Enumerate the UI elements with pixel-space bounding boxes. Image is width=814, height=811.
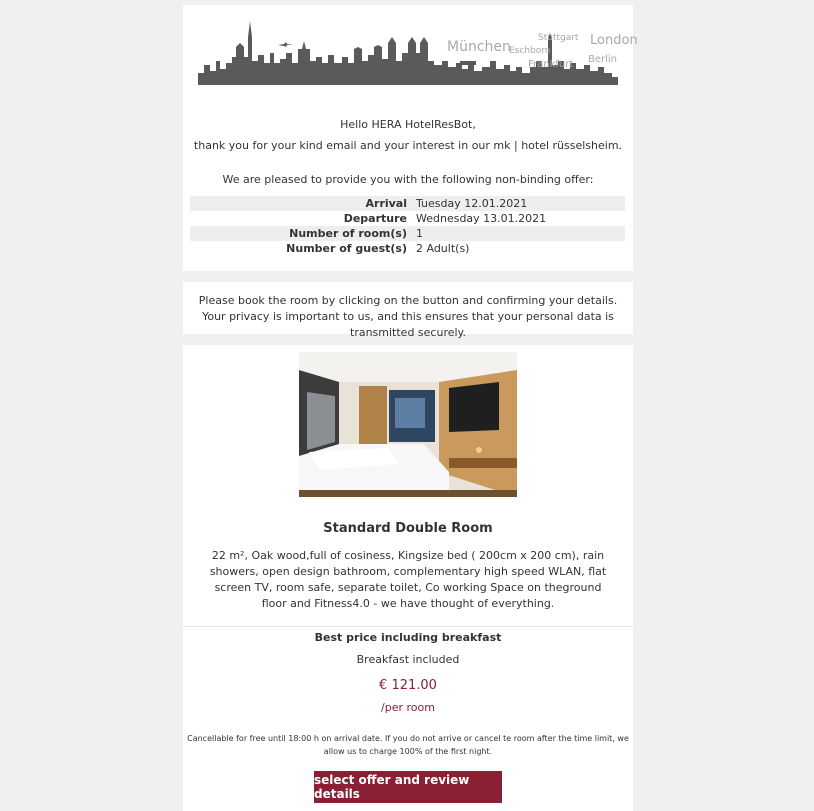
offer-header-card [183, 5, 638, 271]
detail-label: Arrival [190, 196, 413, 211]
greeting-hello: Hello HERA HotelResBot, [340, 118, 476, 131]
detail-label: Departure [343, 212, 407, 225]
detail-row-departure [190, 211, 625, 226]
city-label-london: London [590, 33, 638, 48]
rate-name: Best price including breakfast [314, 631, 502, 644]
select-offer-button[interactable]: select offer and review details [314, 771, 502, 803]
room-description: 22 m², Oak wood,full of cosiness, Kingsize bed ( 200cm x 200 cm), rain showers, open design bathroom, complementary high speed WLAN, flat screen TV, room safe, separate toilet, Co working Space on theground floor and Fitness4.0 - we have thought of everything. [209, 549, 607, 610]
cancellation-policy: Cancellable for free until 18:00 h on arrival date. If you do not arrive or cancel te room after the time limit, we allow us to charge 100% of the first night. [187, 734, 629, 756]
rate-board: Breakfast included [356, 653, 460, 666]
detail-label: Number of guest(s) [286, 242, 407, 255]
city-label-frankfurt: Frankfurt [528, 59, 574, 70]
skyline-icon [198, 17, 618, 85]
detail-row-arrival [190, 196, 625, 211]
room-photo [299, 352, 517, 497]
greeting-thanks: thank you for your kind email and your interest in our mk | hotel rüsselsheim. [193, 139, 623, 152]
detail-value: Wednesday 13.01.2021 [416, 212, 547, 225]
privacy-info-card [183, 282, 633, 339]
city-label-muenchen: München [447, 39, 511, 55]
detail-value: 1 [413, 226, 625, 241]
detail-label: Number of room(s) [190, 226, 413, 241]
room-offer-card [183, 345, 633, 811]
detail-value: 2 Adult(s) [416, 242, 470, 255]
city-label-berlin: Berlin [588, 54, 618, 65]
city-label-eschborn: Eschborn [509, 46, 551, 56]
hotel-skyline-logo [198, 17, 638, 85]
detail-row-rooms [190, 226, 625, 241]
detail-row-guests [190, 241, 625, 256]
room-title: Standard Double Room [323, 521, 493, 536]
section-divider [183, 626, 633, 627]
room-price: € 121.00 [379, 678, 437, 693]
privacy-info-text: Please book the room by clicking on the button and confirming your details. Your privacy is important to us, and this ensures that your personal data is transmitted securely. [198, 294, 618, 339]
detail-value: Tuesday 12.01.2021 [413, 196, 625, 211]
price-unit: /per room [381, 701, 435, 714]
offer-intro: We are pleased to provide you with the following non-binding offer: [222, 173, 594, 186]
booking-details-table [190, 196, 625, 256]
room-photo-image [299, 352, 517, 497]
city-label-stuttgart: Stuttgart [538, 33, 579, 43]
